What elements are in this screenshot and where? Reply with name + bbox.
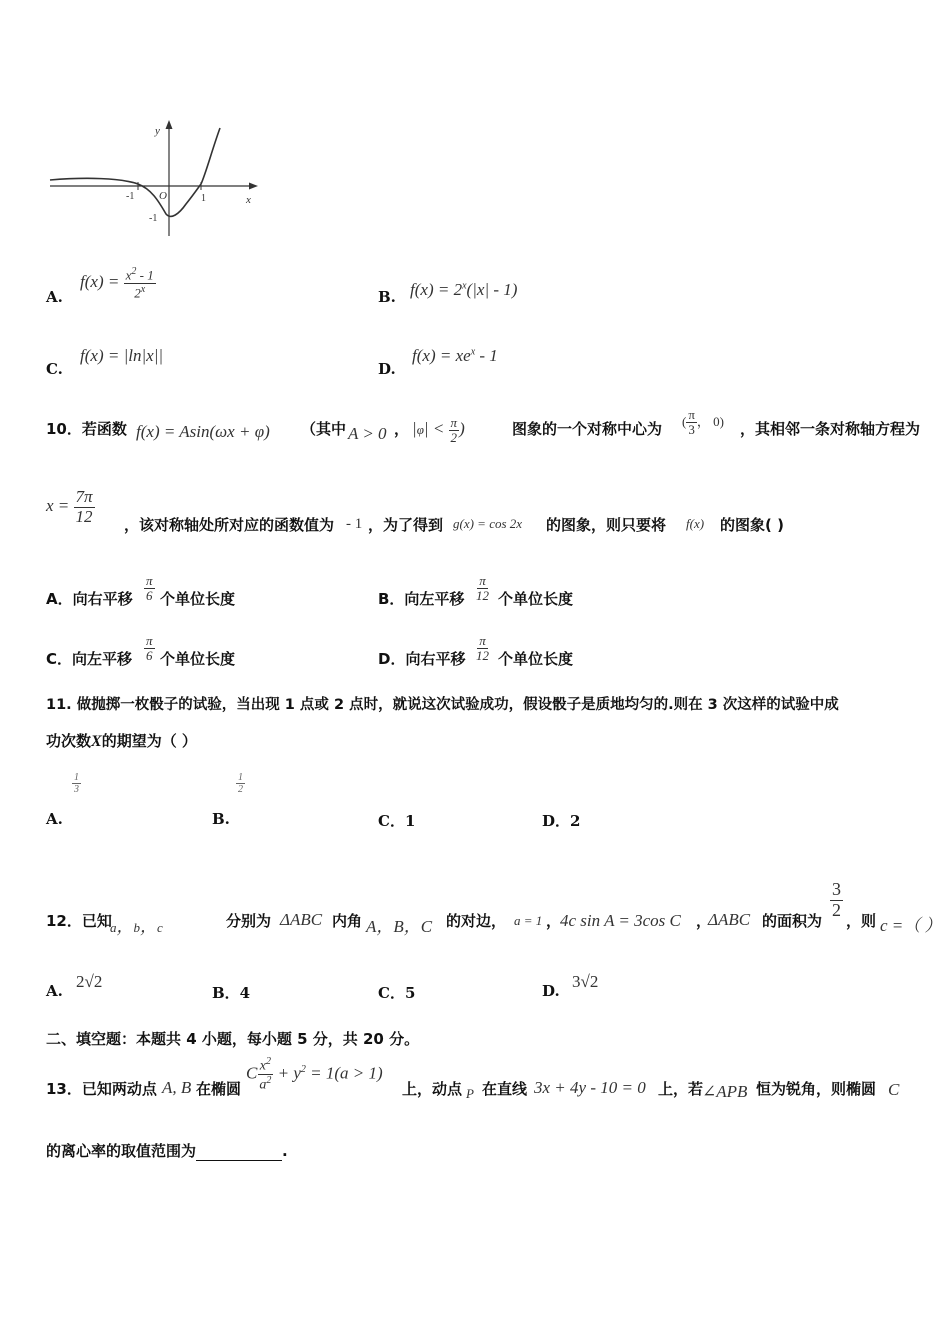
q12-triangle2: ΔABC — [708, 910, 751, 929]
q11-line1: 11. 做抛掷一枚骰子的试验，当出现 1 点或 2 点时，就说这次试验成功，假设骰子是质地均匀的.则在 3 次这样的试验中成 — [46, 697, 839, 713]
unit-text: 个单位长度 — [160, 590, 236, 608]
q11-var-x: X — [91, 733, 102, 750]
unit-text: 个单位长度 — [160, 650, 236, 668]
q10-number: 10．若函数 — [46, 420, 127, 438]
q13-line2-text: 的离心率的取值范围为 — [46, 1142, 197, 1160]
curve — [50, 128, 220, 216]
q10-text-axis: ，其相邻一条对称轴方程为 — [740, 420, 921, 438]
q13-point-p: P — [466, 1086, 474, 1101]
q12-area: $\frac{3}{2}$ — [832, 879, 841, 920]
function-graph — [46, 118, 262, 240]
q12-text-end: c =（ ） — [880, 916, 942, 935]
q12-text: ，则 — [846, 912, 877, 930]
q11-option-d[interactable]: D．2 — [542, 812, 581, 830]
option-label: A. — [46, 288, 63, 306]
q12-text: 内角 — [332, 912, 363, 930]
fraction: $\frac{\pi}{6}$ — [146, 633, 153, 664]
q10-comma: ， — [394, 420, 410, 438]
q13-angle: ∠APB — [702, 1082, 748, 1101]
option-label: D．向右平移 — [378, 650, 466, 668]
q9-formula-a: f(x) = $\frac{x^2 - 1}{2^x}$ — [80, 266, 154, 300]
q12-angles: A，B，C — [366, 917, 433, 936]
q10-text-line2d: 的图象( ) — [720, 516, 784, 534]
q13-number: 13．已知两动点 — [46, 1080, 157, 1098]
q12-triangle: ΔABC — [280, 910, 323, 929]
fraction: $\frac{\pi}{12}$ — [476, 573, 489, 604]
q11-line2 — [46, 730, 197, 751]
q13-text: 上，动点 — [402, 1080, 463, 1098]
q10-phi-cond: |φ| < $\frac{\pi}{2}$ ) — [412, 415, 465, 446]
option-label: D. — [542, 982, 560, 1000]
option-label: A. — [46, 982, 63, 1000]
q10-g-expr: g(x) = cos 2x — [453, 516, 523, 531]
y-axis-arrow — [166, 120, 173, 129]
fraction: $\frac{1}{2}$ — [238, 772, 243, 795]
q13-text: 恒为锐角，则椭圆 — [756, 1080, 877, 1098]
q13-line2 — [46, 1140, 288, 1161]
q12-cond2: 4c sin A = 3cos C — [560, 911, 681, 930]
q12-line — [46, 879, 942, 936]
q10-line2 — [46, 488, 926, 540]
option-value: 2√2 — [76, 972, 103, 991]
q9-formula-d: $f(x) = xe^x - 1$ — [412, 346, 498, 365]
x-axis-arrow — [249, 183, 258, 190]
q13-text: 在直线 — [482, 1080, 528, 1098]
y-label: y — [155, 125, 160, 137]
q12-option-c[interactable]: C．5 — [378, 984, 416, 1002]
q12-comma2: ， — [696, 912, 712, 930]
q11-line2-text-end: 的期望为（ ） — [101, 732, 197, 750]
q10-function: f(x) = Asin(ωx + φ) — [136, 422, 270, 441]
option-label: C．向左平移 — [46, 650, 133, 668]
q10-cond-a: A > 0 — [348, 424, 387, 443]
q13-ellipse: C $\frac{x^2}{a^2}$ + $y^2 = 1(a > 1)$ — [246, 1056, 383, 1093]
q10-text-line2c: 的图象，则只要将 — [546, 516, 667, 534]
fraction: $\frac{\pi}{12}$ — [476, 633, 489, 664]
q13-ellipse-c: C — [888, 1080, 900, 1099]
q10-text-line2a: ，该对称轴处所对应的函数值为 — [124, 516, 335, 534]
q13-line-eq: 3x + 4y - 10 = 0 — [534, 1078, 646, 1097]
q10-value: - 1 — [346, 516, 363, 532]
unit-text: 个单位长度 — [498, 590, 574, 608]
q12-text: 分别为 — [226, 912, 272, 930]
q12-sides: a，b，c — [110, 917, 163, 936]
option-label: B. — [212, 810, 230, 828]
q11-line2-text: 功次数 — [46, 732, 92, 750]
q9-formula-b: $f(x) = 2^x(|x| - 1)$ — [410, 280, 518, 299]
q10-axis-eq: x = $\frac{7\pi}{12}$ — [46, 487, 93, 526]
section-heading: 二、填空题：本题共 4 小题，每小题 5 分，共 20 分。 — [46, 1030, 420, 1048]
q12-cond1: a = 1 — [514, 913, 543, 928]
q12-text: 的对边， — [446, 912, 507, 930]
q10-qizhong: （其中 — [301, 420, 347, 438]
q13-text: 在椭圆 — [196, 1080, 242, 1098]
origin-label: O — [159, 190, 167, 202]
q11-option-c[interactable]: C．1 — [378, 812, 416, 830]
option-value: 3√2 — [572, 972, 599, 991]
q13-line1 — [46, 1054, 926, 1106]
option-label: B. — [378, 288, 396, 306]
tick-label-pos1-x: 1 — [201, 193, 206, 204]
option-label: D. — [378, 360, 396, 378]
q12-comma: ， — [546, 912, 562, 930]
q10-f-expr: f(x) — [686, 516, 705, 531]
q12-number: 12．已知 — [46, 912, 112, 930]
answer-blank[interactable] — [196, 1146, 282, 1161]
x-label: x — [246, 194, 251, 206]
q13-end: . — [282, 1142, 288, 1160]
tick-label-neg1-y: -1 — [149, 213, 158, 224]
q10-text-line2b: ，为了得到 — [368, 516, 444, 534]
option-label: C. — [46, 360, 63, 378]
option-label: A. — [46, 810, 63, 828]
q9-formula-c: f(x) = |ln|x|| — [80, 346, 164, 365]
q13-points: A, B — [162, 1078, 192, 1097]
tick-label-neg1-x: -1 — [126, 191, 135, 202]
fraction: $\frac{\pi}{6}$ — [146, 573, 153, 604]
q10-line1 — [46, 404, 926, 452]
unit-text: 个单位长度 — [498, 650, 574, 668]
q12-option-b[interactable]: B．4 — [212, 984, 251, 1002]
fraction: $\frac{1}{3}$ — [74, 772, 79, 795]
q12-text: 的面积为 — [762, 912, 823, 930]
q10-center-point: ( $\frac{\pi}{3}$ ， 0) — [682, 407, 725, 438]
option-label: B．向左平移 — [378, 590, 465, 608]
q10-text-center: 图象的一个对称中心为 — [512, 420, 663, 438]
q13-text: 上，若 — [658, 1080, 704, 1098]
option-label: A．向右平移 — [46, 590, 133, 608]
